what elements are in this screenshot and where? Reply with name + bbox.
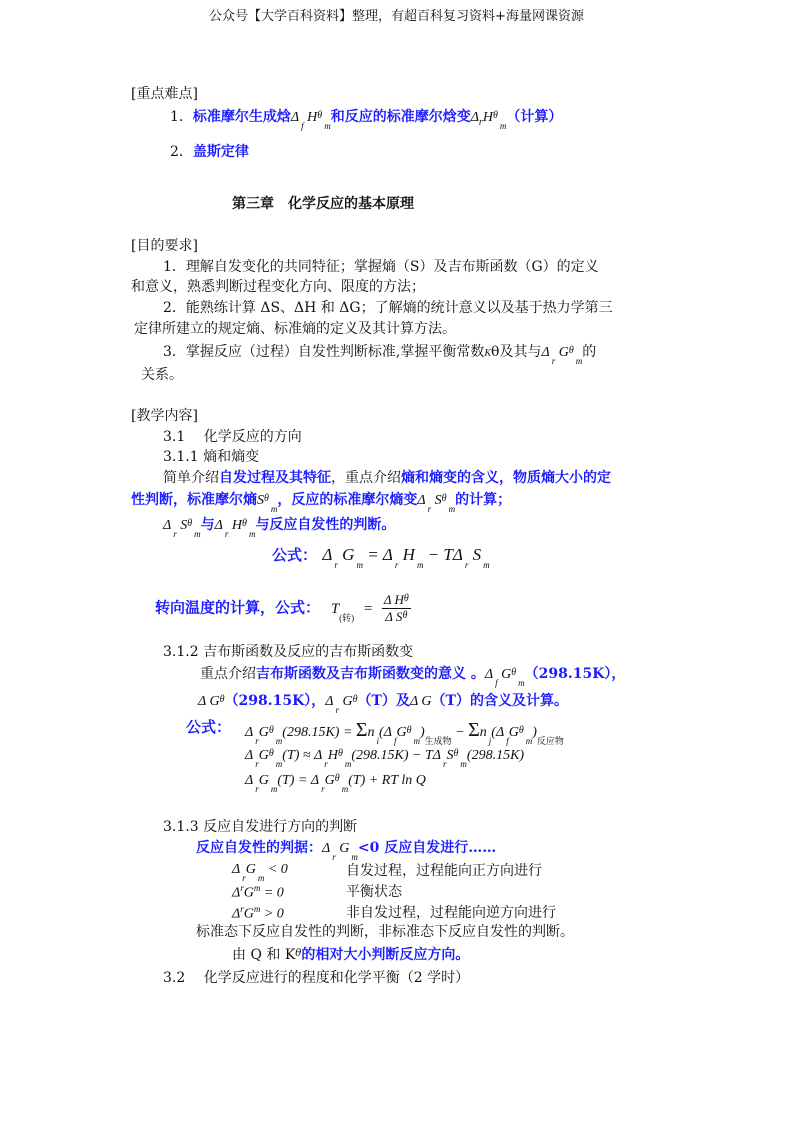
criterion: 反应自发性的判据：$\Delta_r$ $G_m<0$ 反应自发进行…… [196, 840, 497, 862]
objective-2a: 2．能熟练计算 ΔS、ΔH 和 ΔG；了解熵的统计意义以及基于热力学第三 [163, 300, 613, 316]
section-3-1-2: 3.1.2 吉布斯函数及反应的吉布斯函数变 [163, 644, 414, 660]
content-heading: [教学内容] [131, 408, 198, 424]
section-3-1: 3.1 化学反应的方向 [163, 429, 302, 445]
para-2: 性判断，标准摩尔熵$S^\theta_m$，反应的标准摩尔熵变$\Delta_r$ $S^\theta_m$的计算； [131, 492, 512, 514]
objective-3b: 关系。 [141, 367, 183, 383]
formula-2-line-2: $\Delta_rG^\theta_m(T) \approx \Delta_rH^\theta_m(298.15K) - T\Delta_rS^\theta_m(298.15K)$ [245, 748, 525, 769]
qk-judgement: 由 Q 和 $K^\theta$的相对大小判断反应方向。 [232, 947, 470, 963]
para-4: 重点介绍吉布斯函数及吉布斯函数变的意义 。$\Delta_f$ $G^\theta_m(298.15K)$， [200, 666, 626, 688]
delta-f-h-m: $\Delta_f$ $H^\theta_m$ [290, 110, 331, 131]
para-5: Δ $G^\theta(298.15K)$，$\Delta_r$ $G^\theta(T)$及Δ G（T）的含义及计算。 [198, 693, 568, 715]
formula-2-line-1: $\Delta_rG^\theta_m(298.15K) = \Sigma n_i(\Delta_fG^\theta_m)_{生成物} - \Sigma n_j(\Delta_fG^\theta_m)_{反应物}$ [245, 719, 564, 746]
formula-gibbs: 公式： $\Delta_r$ $G_m = \Delta_r$ $H_m - T\Delta_r$ $S_m$ [272, 545, 490, 570]
section-3-1-1: 3.1.1 熵和熵变 [163, 449, 260, 465]
objective-1a: 1．理解自发变化的共同特征；掌握熵（S）及吉布斯函数（G）的定义 [163, 259, 599, 275]
key-point-2: 2．盖斯定律 [170, 144, 249, 160]
cond-3-text: 非自发过程，过程能向逆方向进行 [346, 905, 556, 921]
chapter-title: 第三章 化学反应的基本原理 [232, 196, 414, 212]
key-point-1: 1．标准摩尔生成焓$\Delta_f$ $H^\theta_m$和反应的标准摩尔焓变$\Delta_rH^\theta_m$（计算） [170, 109, 563, 131]
objective-2b: 定律所建立的规定熵、标准熵的定义及其计算方法。 [134, 321, 456, 337]
formula-2-label: 公式： [186, 718, 232, 736]
turn-temp-formula: 转向温度的计算，公式： $T_{(转)}$ = $\frac{\Delta H^\theta}{\Delta S^\theta}$ [155, 592, 409, 624]
section-3-1-3: 3.1.3 反应自发进行方向的判断 [163, 819, 358, 835]
cond-2-text: 平衡状态 [346, 884, 402, 900]
std-note: 标准态下反应自发性的判断，非标准态下反应自发性的判断。 [196, 924, 574, 940]
page-header: 公众号【大学百科资料】整理，有超百科复习资料+海量网课资源 [209, 9, 584, 24]
formula-2-line-3: $\Delta_rG_m(T) = \Delta_rG^\theta_m(T)$ + RT ln Q [245, 773, 426, 794]
para-1: 简单介绍自发过程及其特征，重点介绍熵和熵变的含义，物质熵大小的定 [163, 470, 611, 486]
section-3-2: 3.2 化学反应进行的程度和化学平衡（2 学时） [163, 970, 470, 986]
objective-1b: 和意义，熟悉判断过程变化方向、限度的方法； [131, 279, 425, 295]
objectives-heading: [目的要求] [131, 238, 198, 254]
cond-3: $\Delta^rG^m > 0$ [232, 904, 284, 922]
objective-3a: 3．掌握反应（过程）自发性判断标准,掌握平衡常数Kθ及其与$\Delta_r$ $G^\theta_m$的 [163, 344, 597, 366]
key-points-heading: [重点难点] [131, 86, 198, 102]
delta-r-h-m: $\Delta_rH^\theta_m$ [470, 110, 507, 131]
cond-2: $\Delta^rG^m = 0$ [232, 883, 284, 901]
cond-1: $\Delta_rG_m < 0$ [232, 862, 288, 883]
cond-1-text: 自发过程，过程能向正方向进行 [346, 863, 542, 879]
para-3: $\Delta_r$ $S^\theta_m$与$\Delta_r$ $H^\theta_m$与反应自发性的判断。 [163, 517, 396, 539]
